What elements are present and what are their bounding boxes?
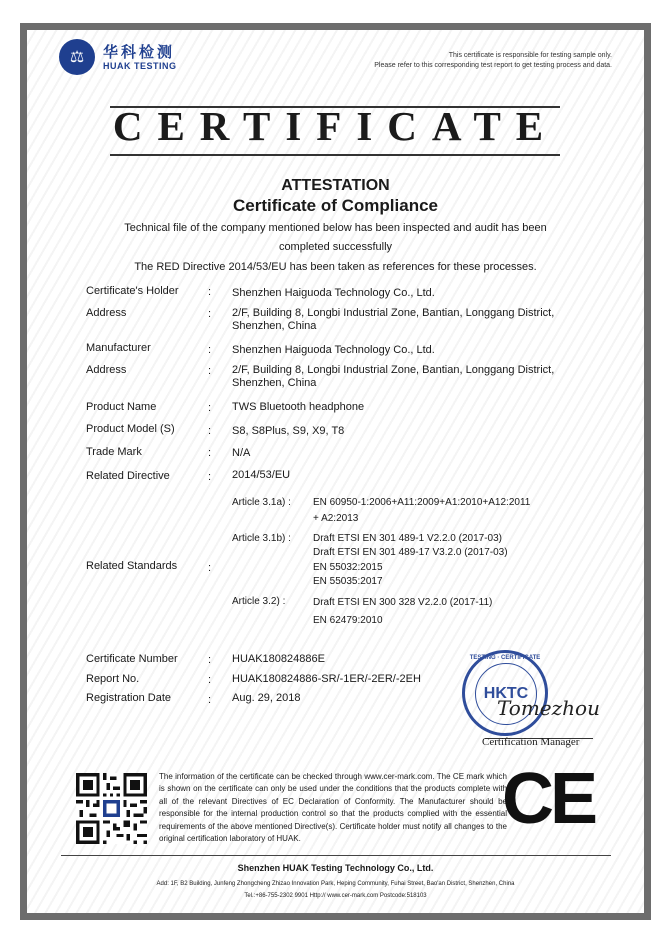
- report-no-label: Report No.: [86, 673, 140, 685]
- colon: :: [208, 654, 212, 666]
- compliance-heading: Certificate of Compliance: [233, 196, 438, 215]
- holder-label: Certificate's Holder: [86, 285, 179, 297]
- cert-number-value: HUAK180824886E: [232, 653, 325, 665]
- manufacturer-address-value: 2/F, Building 8, Longbi Industrial Zone, Bantian, Longgang District, Shenzhen, China: [232, 364, 555, 389]
- colon: :: [208, 674, 212, 686]
- trade-mark-label: Trade Mark: [86, 446, 142, 458]
- manager-signature: Tomezhou: [497, 696, 600, 720]
- intro-line-2: completed successfully: [278, 241, 393, 253]
- holder-address-value: 2/F, Building 8, Longbi Industrial Zone, Bantian, Longgang District, Shenzhen, China: [232, 307, 555, 332]
- seal-ring-text: TESTING · CERTIFICATE: [469, 655, 541, 661]
- certification-seal: [462, 650, 548, 736]
- standard-32-line-1: Draft ETSI EN 300 328 V2.2.0 (2017-11): [313, 597, 493, 608]
- manufacturer-label: Manufacturer: [86, 342, 151, 354]
- directive-label: Related Directive: [86, 470, 170, 482]
- colon: :: [208, 694, 212, 706]
- intro-line-1: Technical file of the company mentioned below has been inspected and audit has been: [124, 222, 547, 234]
- footer-rule: [61, 855, 611, 856]
- huak-logo-icon: ⚖: [59, 39, 95, 75]
- colon: :: [208, 402, 212, 414]
- registration-date-value: Aug. 29, 2018: [232, 692, 301, 704]
- standard-31b-line-4: EN 55035:2017: [313, 576, 383, 587]
- certification-manager-label: Certification Manager: [482, 736, 580, 748]
- colon: :: [208, 286, 212, 298]
- cert-number-label: Certificate Number: [86, 653, 178, 665]
- product-model-label: Product Model (S): [86, 423, 175, 435]
- logo-english-name: HUAK TESTING: [103, 61, 177, 71]
- trade-mark-value: N/A: [232, 447, 251, 459]
- certificate-title: CERTIFICATE: [112, 103, 559, 149]
- certificate-notice: The information of the certificate can be checked through www.cer-mark.com. The CE mark which is shown on the certificate can only be used under the conditions that the products complete with all of the relevant Directives of EC Declaration of Conformity. The Manufacturer should be responsible for the internal production control so that the products complied with the essential requirements of the above mentioned Directive(s). Certificate holder must notify all changes to the original certification laboratory of HUAK.: [159, 772, 507, 844]
- standard-31b-line-3: EN 55032:2015: [313, 562, 383, 573]
- standard-31a-line-2: + A2:2013: [313, 513, 359, 524]
- article-32-label: Article 3.2) :: [232, 596, 286, 607]
- footer-company-name: Shenzhen HUAK Testing Technology Co., Ltd.: [237, 863, 434, 873]
- intro-line-3: The RED Directive 2014/53/EU has been taken as references for these processes.: [134, 261, 537, 273]
- logo-chinese-name: 华科检测: [103, 44, 176, 61]
- standard-32-line-2: EN 62479:2010: [313, 615, 383, 626]
- disclaimer-line-1: This certificate is responsible for testing sample only.: [448, 52, 612, 59]
- standards-label: Related Standards: [86, 560, 178, 572]
- qr-code-graphic: [76, 773, 147, 844]
- standard-31b-line-1: Draft ETSI EN 301 489-1 V2.2.0 (2017-03): [313, 533, 502, 544]
- footer-address: Add: 1F, B2 Building, Junfeng Zhongcheng Zhizao Innovation Park, Heping Community, Fuhai Street, Bao'an District, Shenzhen, China: [156, 881, 515, 887]
- manufacturer-address-label: Address: [86, 364, 127, 376]
- directive-value: 2014/53/EU: [232, 469, 291, 481]
- colon: :: [208, 344, 212, 356]
- seal-center: HKTC: [475, 663, 537, 725]
- colon: :: [208, 471, 212, 483]
- registration-date-label: Registration Date: [86, 692, 171, 704]
- report-no-value: HUAK180824886-SR/-1ER/-2ER/-2EH: [232, 673, 421, 685]
- certificate-paper: [27, 30, 644, 913]
- colon: :: [208, 562, 212, 574]
- holder-address-label: Address: [86, 307, 127, 319]
- colon: :: [208, 365, 212, 377]
- standard-31b-line-2: Draft ETSI EN 301 489-17 V3.2.0 (2017-03): [313, 547, 508, 558]
- title-rule-bottom: [110, 154, 560, 156]
- holder-value: Shenzhen Haiguoda Technology Co., Ltd.: [232, 287, 435, 299]
- disclaimer-line-2: Please refer to this corresponding test report to get testing process and data.: [374, 62, 612, 69]
- article-31a-label: Article 3.1a) :: [232, 497, 291, 508]
- colon: :: [208, 308, 212, 320]
- product-name-value: TWS Bluetooth headphone: [232, 401, 365, 413]
- colon: :: [208, 447, 212, 459]
- colon: :: [208, 425, 212, 437]
- footer-contact: Tel.:+86-755-2302 9901 Http:// www.cer-mark.com Postcode:518103: [244, 893, 427, 899]
- qr-code: [76, 773, 147, 844]
- manufacturer-value: Shenzhen Haiguoda Technology Co., Ltd.: [232, 344, 435, 356]
- article-31b-label: Article 3.1b) :: [232, 533, 291, 544]
- standard-31a-line-1: EN 60950-1:2006+A11:2009+A1:2010+A12:2011: [313, 497, 531, 508]
- attestation-heading: ATTESTATION: [281, 177, 390, 194]
- product-model-value: S8, S8Plus, S9, X9, T8: [232, 425, 345, 437]
- product-name-label: Product Name: [86, 401, 157, 413]
- ce-mark: CE: [502, 759, 595, 839]
